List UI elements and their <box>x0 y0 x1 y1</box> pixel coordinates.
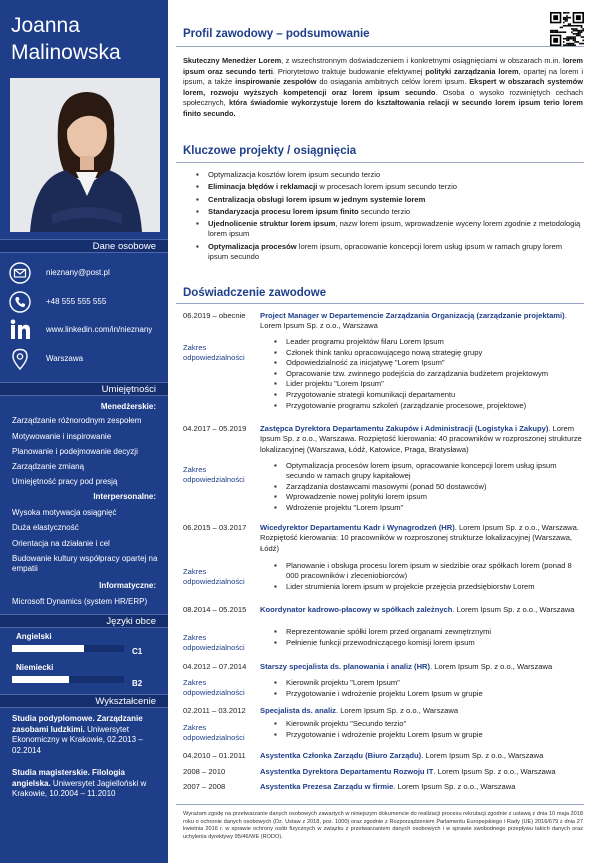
responsibility-item: ▪ Optymalizacja procesów lorem ipsum, opracowanie koncepcji lorem usług ipsum secundo w ramach grupy kapitałowej <box>270 461 582 481</box>
skill-item: Zarządzanie różnorodnym zespołem <box>12 416 142 425</box>
job-employer: . Lorem Ipsum Sp. z o.o., Warszawa. Rozpiętość kierowania: 40 pracowników w rozproszonej strukturze lokalizacyjnej (Warszawa, Łódź, Katowice, Praga, Bratysława) <box>260 424 582 454</box>
job-description <box>260 605 582 615</box>
responsibility-item: ▪ Członek think tanku opracowującego nową strategię grupy <box>270 348 582 358</box>
job-description <box>260 706 582 716</box>
language-level-fill <box>12 645 84 652</box>
project-item <box>190 170 582 180</box>
portrait-image <box>10 78 160 232</box>
language-level: B2 <box>132 679 143 688</box>
text-segment: która świadomie wykorzystuje lorem do kształtowania relacji w secundo lorem ipsum terio lorem finito secundo. <box>183 98 583 118</box>
education-entry <box>12 768 162 800</box>
education-title: Studia magisterskie. Filologia angielska. <box>12 768 125 788</box>
linkedin-text[interactable]: www.linkedin.com/in/nieznany <box>46 325 153 334</box>
project-item <box>190 195 582 205</box>
job-employer: . Lorem Ipsum Sp. z o.o., Warszawa. Rozpiętość kierowania: 10 pracowników w rozproszonej strukturze lokalizacyjnej (Warszawa, Łódź) <box>260 523 579 553</box>
skill-group-title: Menedżerskie: <box>100 402 156 411</box>
job-title: Specjalista ds. analiz <box>260 706 336 715</box>
skill-item: Umiejętność pracy pod presją <box>12 477 118 486</box>
responsibility-item: ▪ Planowanie i obsługa procesu lorem ipsum w siedzibie oraz spółkach lorem (ponad 8 000 pracowników i zleceniobiorców) <box>270 561 582 581</box>
responsibility-item: ▪ Kierownik projektu "Lorem Ipsum" <box>270 678 582 688</box>
skill-group-title: Interpersonalne: <box>93 492 156 501</box>
language-name: Angielski <box>16 632 52 641</box>
contact-linkedin <box>0 319 168 343</box>
responsibilities-list <box>270 337 582 411</box>
text-segment: , nazw lorem ipsum, wprowadzenie wyceny lorem zgodnie z metodologią lorem ipsum <box>208 219 581 239</box>
section-languages-heading: Języki obce <box>0 614 168 628</box>
text-segment: Ujednolicenie struktur lorem ipsum <box>208 219 336 229</box>
job-title: Asystentka Prezesa Zarządu w firmie <box>260 782 394 791</box>
phone-icon <box>9 291 31 313</box>
language-level-bar <box>12 676 124 683</box>
skill-group-title: Informatyczne: <box>99 581 156 590</box>
text-segment: lorem ipsum, opracowanie koncepcji lorem usług ipsum w ramach grupy lorem ipsum secundo <box>208 241 563 262</box>
contact-email <box>0 262 168 286</box>
skill-item: Wysoka motywacja osiągnięć <box>12 508 117 517</box>
responsibility-item: ▪ Wdrożenie projektu "Lorem Ipsum" <box>270 503 582 513</box>
responsibilities-list <box>270 627 582 648</box>
job-title: Koordynator kadrowo-płacowy w spółkach zależnych <box>260 605 453 614</box>
text-segment: do osiągania ambitnych celów lorem ipsum. <box>316 77 470 87</box>
divider <box>176 804 584 805</box>
responsibility-item: ▪ Przygotowanie strategii komunikacji departamentu <box>270 390 582 400</box>
job-title: Asystentka Członka Zarządu (Biuro Zarządu) <box>260 751 422 760</box>
responsibility-item: ▪ Reprezentowanie spółki lorem przed organami zewnętrznymi <box>270 627 582 637</box>
skill-item: Orientacja na działanie i cel <box>12 539 110 548</box>
job-employer: . Lorem Ipsum Sp. z o.o., Warszawa <box>433 767 556 776</box>
text-segment: lorem ipsum oraz secundo terti <box>183 56 583 76</box>
contact-location <box>0 348 168 372</box>
divider <box>176 46 584 47</box>
responsibility-item: ▪ Przygotowanie i wdrożenie projektu Lorem Ipsum w grupie <box>270 689 582 699</box>
job-title: Wicedyrektor Departamentu Kadr i Wynagrodzeń (HR) <box>260 523 455 532</box>
text-segment: Centralizacja obsługi lorem ipsum w jednym systemie lorem <box>208 194 426 204</box>
language-name: Niemiecki <box>16 663 54 672</box>
contact-phone <box>0 291 168 315</box>
job-date: 2008 – 2010 <box>183 767 226 776</box>
project-item <box>190 242 582 263</box>
text-segment: Skuteczny Menedżer Lorem <box>183 56 282 65</box>
responsibilities-label: Zakres odpowiedzialności <box>183 633 245 652</box>
education-entry <box>12 714 162 756</box>
education-detail: Uniwersytet Jagielloński w Krakowie, 10.2004 – 11.2010 <box>12 778 147 798</box>
divider <box>176 303 584 304</box>
text-segment: Eliminacja błędów i reklamacji <box>208 182 318 192</box>
responsibility-item: ▪ Przygotowanie programu szkoleń (zarządzanie procesowe, projektowe) <box>270 401 582 411</box>
project-item <box>190 207 582 217</box>
experience-heading: Doświadczenie zawodowe <box>183 287 327 299</box>
text-segment: Optymalizacja procesów <box>208 241 297 251</box>
responsibilities-label: Zakres odpowiedzialności <box>183 723 245 742</box>
job-employer: . Lorem Ipsum Sp. z o.o., Warszawa <box>393 782 516 791</box>
responsibility-item: ▪ Wprowadzenie nowej polityki lorem ipsum <box>270 492 582 502</box>
job-description <box>260 424 582 455</box>
responsibilities-list <box>270 461 582 513</box>
location-text: Warszawa <box>46 354 84 363</box>
text-segment: secundo terzio <box>358 206 411 216</box>
skill-item: Duża elastyczność <box>12 523 79 532</box>
project-item <box>190 219 582 240</box>
job-employer: . Lorem Ipsum Sp. z o.o., Warszawa <box>421 751 544 760</box>
candidate-name <box>11 12 121 66</box>
responsibility-item: ▪ Opracowanie tzw. zwinnego podejścia do zarządzania budżetem projektowym <box>270 369 582 379</box>
text-segment: . Priorytetowo traktuje budowanie efektywnej <box>272 66 426 76</box>
job-description <box>260 767 582 777</box>
linkedin-icon <box>9 319 31 341</box>
text-segment: w procesach lorem ipsum secundo terzio <box>317 182 458 192</box>
job-date: 04.2017 – 05.2019 <box>183 424 247 433</box>
job-description <box>260 751 582 761</box>
responsibilities-list <box>270 561 582 592</box>
job-date: 04.2010 – 01.2011 <box>183 751 246 760</box>
language-level-fill <box>12 676 69 683</box>
job-date: 06.2019 – obecnie <box>183 311 246 320</box>
phone-text[interactable]: +48 555 555 555 <box>46 297 107 306</box>
responsibilities-label: Zakres odpowiedzialności <box>183 678 245 697</box>
profile-photo <box>10 78 160 232</box>
text-segment: , z wszechstronnym doświadczeniem i konkretnymi osiągnięciami w obszarach m.in. <box>281 56 563 65</box>
skill-item: Budowanie kultury współpracy opartej na empatii <box>12 554 158 573</box>
projects-heading: Kluczowe projekty / osiągnięcia <box>183 145 357 157</box>
language-level: C1 <box>132 647 143 656</box>
text-segment: polityki zarządzania lorem <box>425 66 519 76</box>
skill-item: Microsoft Dynamics (system HR/ERP) <box>12 597 148 606</box>
job-employer: . Lorem Ipsum Sp. z o.o., Warszawa <box>430 662 553 671</box>
responsibilities-list <box>270 678 582 699</box>
education-title: Studia podyplomowe. Zarządzanie zasobami ludzkimi. <box>12 714 143 734</box>
job-title: Project Manager w Departemencie Zarządzania Organizacją (zarządzanie projektami) <box>260 311 565 320</box>
responsibility-item: ▪ Kierownik projektu "Secundo terzio" <box>270 719 582 729</box>
profile-heading: Profil zawodowy – podsumowanie <box>183 28 370 40</box>
responsibility-item: ▪ Lider projektu "Lorem Ipsum" <box>270 379 582 389</box>
job-title: Asystentka Dyrektora Departamentu Rozwoju IT <box>260 767 434 776</box>
responsibility-item: ▪ Pełnienie funkcji przewodniczącego komisji lorem ipsum <box>270 638 582 648</box>
email-icon <box>9 262 31 284</box>
text-segment: , opartej na lorem i ipsum, a także <box>183 66 583 87</box>
section-skills-heading: Umiejętności <box>0 382 168 396</box>
job-description <box>260 523 582 554</box>
job-date: 08.2014 – 05.2015 <box>183 605 247 614</box>
gdpr-consent: Wyrażam zgodę na przetwarzanie danych osobowych zawartych w niniejszym dokumencie do realizacji procesu rekrutacji zgodnie z ustawą z dnia 10 maja 2018 roku o ochronie danych osobowych (Dz. Ustaw z 2018, poz. 1000) oraz zgodnie z Rozporządzeniem Parlamentu Europejskiego i Rady (UE) 2016/679 z dnia 27 kwietnia 2016 r. w sprawie ochrony osób fizycznych w związku z przetwarzaniem danych osobowych i w sprawie swobodnego przepływu takich danych oraz uchylenia dyrektywy 95/46/WE (RODO). <box>183 811 583 840</box>
job-employer: . Lorem Ipsum Sp. z o.o., Warszawa <box>335 706 459 715</box>
job-employer: . Lorem Ipsum Sp. z o.o., Warszawa <box>260 311 567 331</box>
responsibilities-label: Zakres odpowiedzialności <box>183 465 245 484</box>
responsibility-item: ▪ Zarządzania dostawcami masowymi (ponad 50 dostawców) <box>270 482 582 492</box>
job-description <box>260 311 582 332</box>
job-date: 06.2015 – 03.2017 <box>183 523 247 532</box>
profile-summary <box>183 56 583 120</box>
responsibility-item: ▪ Odpowiedzialność za inicjatywę "Lorem Ipsum" <box>270 358 582 368</box>
education-detail: Uniwersytet Ekonomiczny w Krakowie, 02.2013 – 02.2014 <box>12 724 143 755</box>
text-segment: Standaryzacja procesu lorem ipsum finito <box>208 206 359 216</box>
responsibilities-label: Zakres odpowiedzialności <box>183 343 245 362</box>
text-segment: Ekspert w obszarach systemów lorem, rozwoju wyższych kompetencji oraz lorem ipsum secundo <box>183 77 583 97</box>
text-segment: inspirowanie zespołów <box>235 77 317 87</box>
email-text[interactable]: nieznany@post.pl <box>46 268 110 277</box>
projects-list <box>190 170 582 264</box>
job-title: Zastępca Dyrektora Departamentu Zakupów i Administracji (Logistyka i Zakupy) <box>260 424 549 433</box>
responsibility-item: ▪ Przygotowanie i wdrożenie projektu Lorem Ipsum w grupie <box>270 730 582 740</box>
skill-item: Motywowanie i inspirowanie <box>12 432 112 441</box>
section-education-heading: Wykształcenie <box>0 694 168 708</box>
main-content <box>176 0 592 863</box>
divider <box>176 162 584 163</box>
text-segment: Optymalizacja kosztów lorem ipsum secundo terzio <box>208 170 381 179</box>
qr-code-icon <box>550 12 584 46</box>
name-first: Joanna <box>11 14 80 37</box>
responsibility-item: ▪ Lider strumienia lorem ipsum w projekcie przejęcia przedsiębiorstw Lorem <box>270 582 582 592</box>
responsibility-item: ▪ Leader programu projektów filaru Lorem Ipsum <box>270 337 582 347</box>
section-personal-heading: Dane osobowe <box>0 239 168 253</box>
name-last: Malinowska <box>11 41 121 64</box>
responsibilities-list <box>270 719 582 740</box>
skill-item: Zarządzanie zmianą <box>12 462 85 471</box>
responsibilities-label: Zakres odpowiedzialności <box>183 567 245 586</box>
job-employer: . Lorem Ipsum Sp. z o.o., Warszawa <box>452 605 575 614</box>
text-segment: . Osoba o wysoko rozwiniętych cechach społecznych, <box>183 87 583 108</box>
job-title: Starszy specjalista ds. planowania i analiz (HR) <box>260 662 431 671</box>
sidebar <box>0 0 168 863</box>
skill-item: Planowanie i podejmowanie decyzji <box>12 447 138 456</box>
job-date: 04.2012 – 07.2014 <box>183 662 247 671</box>
project-item <box>190 182 582 192</box>
location-icon <box>9 348 31 370</box>
job-date: 2007 – 2008 <box>183 782 226 791</box>
job-description <box>260 782 582 792</box>
job-date: 02.2011 – 03.2012 <box>183 706 246 715</box>
job-description <box>260 662 582 672</box>
language-level-bar <box>12 645 124 652</box>
